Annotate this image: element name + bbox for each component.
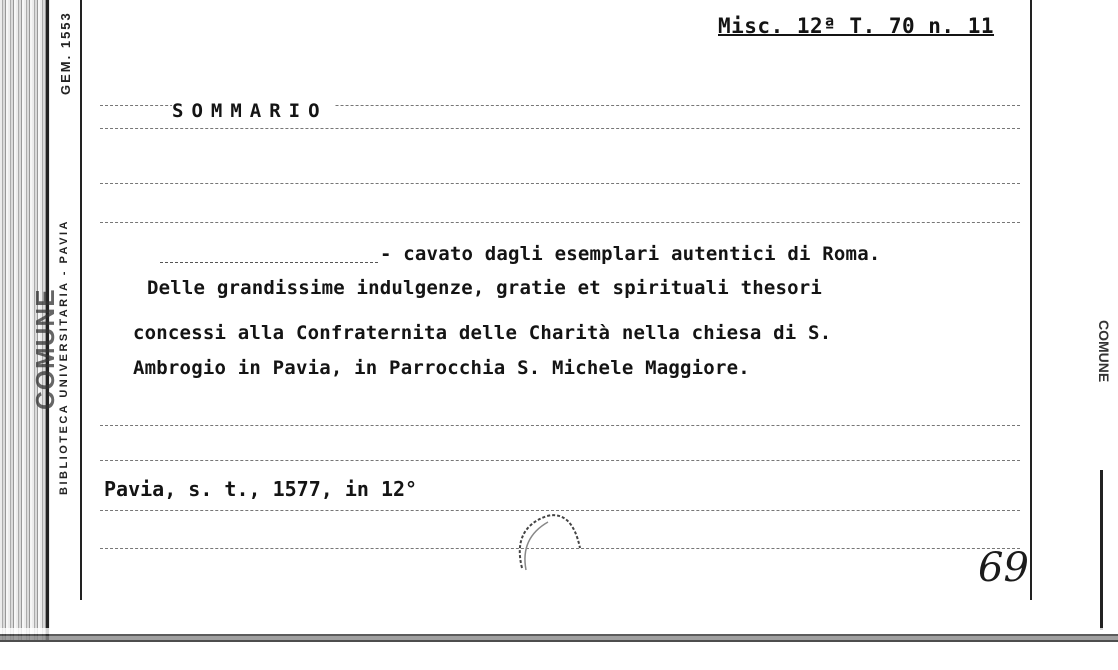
- right-edge-mark: [1100, 470, 1103, 630]
- collection-code: GEM. 1553: [58, 11, 73, 95]
- punch-hole-icon: [512, 508, 588, 584]
- shelfmark: Misc. 12ª T. 70 n. 11: [718, 14, 995, 38]
- ruled-line: [100, 460, 1020, 461]
- ruled-line: [100, 425, 1020, 426]
- right-edge-stamp: COMUNE: [1096, 320, 1112, 383]
- ruled-line: [100, 183, 1020, 184]
- blank-author-line: [160, 262, 378, 263]
- handwritten-number: 69: [978, 545, 1029, 591]
- library-label: BIBLIOTECA UNIVERSITARIA - PAVIA: [58, 219, 70, 495]
- margin-stamp: COMUNE: [30, 288, 60, 410]
- body-line-4: Ambrogio in Pavia, in Parrocchia S. Michele Maggiore.: [133, 357, 750, 379]
- right-margin-rule: [1030, 0, 1032, 600]
- left-margin-rule: [80, 0, 82, 600]
- card-title: SOMMARIO: [172, 100, 334, 122]
- body-line-2: Delle grandissime indulgenze, gratie et spirituali thesori: [147, 277, 823, 299]
- body-line-3: concessi alla Confraternita delle Charità nella chiesa di S.: [133, 322, 832, 344]
- ruled-line: [100, 222, 1020, 223]
- ruled-line: [100, 128, 1020, 129]
- body-line-1: - cavato dagli esemplari autentici di Roma.: [380, 243, 881, 265]
- bottom-card-edge: [0, 628, 1118, 650]
- imprint-line: Pavia, s. t., 1577, in 12°: [104, 477, 418, 501]
